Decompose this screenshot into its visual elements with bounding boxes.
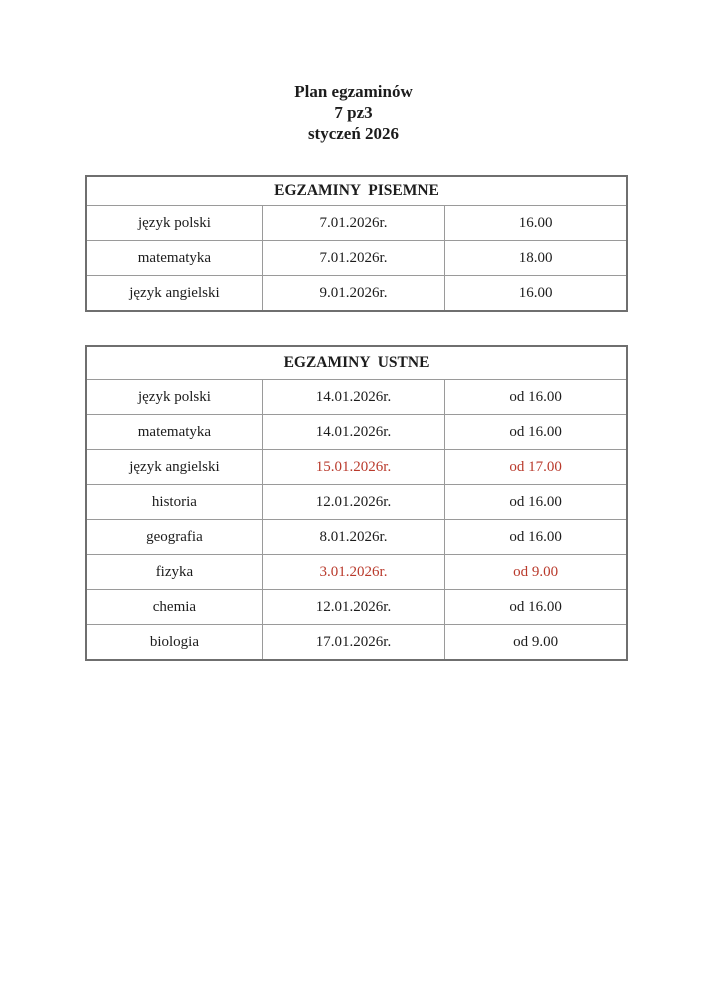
table-row	[86, 485, 627, 520]
document-title	[0, 81, 707, 144]
cell-date: 14.01.2026r.	[262, 380, 444, 415]
cell-date: 14.01.2026r.	[262, 415, 444, 450]
cell-time: od 17.00	[445, 450, 627, 485]
cell-subject: historia	[86, 485, 262, 520]
table-header-row	[86, 176, 627, 206]
cell-date: 15.01.2026r.	[262, 450, 444, 485]
cell-subject: geografia	[86, 520, 262, 555]
cell-date: 3.01.2026r.	[262, 555, 444, 590]
cell-subject: chemia	[86, 590, 262, 625]
table-row	[86, 450, 627, 485]
cell-time: od 16.00	[445, 415, 627, 450]
cell-time: od 16.00	[445, 590, 627, 625]
title-line-3: styczeń 2026	[307, 124, 400, 143]
table-row	[86, 590, 627, 625]
cell-subject: biologia	[86, 625, 262, 661]
oral-exams-header: EGZAMINY USTNE	[86, 346, 627, 380]
table-row	[86, 555, 627, 590]
cell-time: 16.00	[445, 276, 627, 312]
cell-time: od 9.00	[445, 625, 627, 661]
cell-time: 16.00	[445, 206, 627, 241]
cell-subject: język angielski	[86, 450, 262, 485]
cell-date: 8.01.2026r.	[262, 520, 444, 555]
cell-date: 12.01.2026r.	[262, 485, 444, 520]
table-row	[86, 206, 627, 241]
cell-subject: język angielski	[86, 276, 262, 312]
cell-subject: język polski	[86, 380, 262, 415]
cell-time: od 16.00	[445, 380, 627, 415]
cell-subject: język polski	[86, 206, 262, 241]
table-row	[86, 520, 627, 555]
cell-time: 18.00	[445, 241, 627, 276]
cell-date: 17.01.2026r.	[262, 625, 444, 661]
cell-time: od 16.00	[445, 485, 627, 520]
cell-time: od 16.00	[445, 520, 627, 555]
table-row	[86, 241, 627, 276]
cell-date: 7.01.2026r.	[262, 241, 444, 276]
table-row	[86, 415, 627, 450]
cell-date: 7.01.2026r.	[262, 206, 444, 241]
cell-date: 12.01.2026r.	[262, 590, 444, 625]
title-line-2: 7 pz3	[334, 103, 373, 122]
oral-exams-table	[85, 345, 628, 661]
table-row	[86, 276, 627, 312]
table-row	[86, 625, 627, 661]
cell-subject: matematyka	[86, 241, 262, 276]
cell-time: od 9.00	[445, 555, 627, 590]
cell-subject: matematyka	[86, 415, 262, 450]
written-exams-header: EGZAMINY PISEMNE	[86, 176, 627, 206]
table-row	[86, 380, 627, 415]
written-exams-table	[85, 175, 628, 312]
title-line-1: Plan egzaminów	[294, 82, 413, 101]
cell-date: 9.01.2026r.	[262, 276, 444, 312]
table-header-row	[86, 346, 627, 380]
cell-subject: fizyka	[86, 555, 262, 590]
